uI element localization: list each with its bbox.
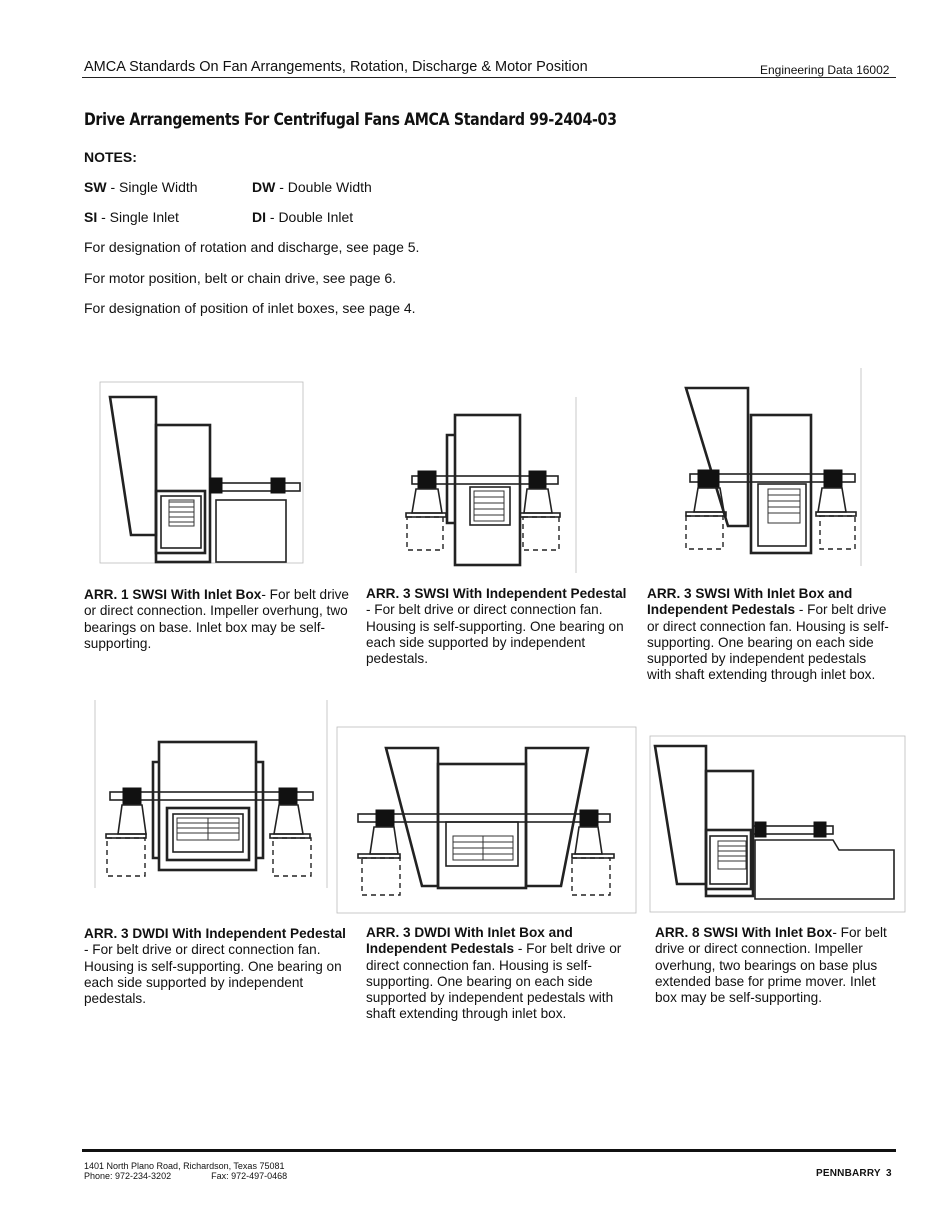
arr3-dwdi-pedestal-diagram	[93, 698, 333, 888]
arr3-swsi-inlet-box-pedestals-caption: ARR. 3 SWSI With Inlet Box and Independent Pedestals - For belt drive or direct connection fan. Housing is self-supporting. One bearing on each side supported by independent pedestals with shaft extending through inlet box.	[647, 586, 889, 683]
arr8-swsi-inlet-box-diagram	[648, 734, 908, 914]
arr3-dwdi-inlet-box-pedestals-caption: ARR. 3 DWDI With Inlet Box and Independent Pedestals - For belt drive or direct connection fan. Housing is self-supporting. One bearing on each side supported by independent pedestals with shaft extending through inlet box.	[366, 925, 622, 1022]
note-rotation: For designation of rotation and discharge, see page 5.	[84, 239, 420, 255]
note-motor-position: For motor position, belt or chain drive, see page 6.	[84, 270, 397, 286]
note-di: DI - Double Inlet	[252, 209, 354, 225]
note-sw: SW - Single Width	[84, 179, 198, 195]
header-divider	[82, 77, 896, 78]
note-si: SI - Single Inlet	[84, 209, 179, 225]
arr1-swsi-inlet-box-diagram	[98, 380, 308, 565]
notes-heading: NOTES:	[84, 149, 137, 165]
page-header-title: AMCA Standards On Fan Arrangements, Rotation, Discharge & Motor Position	[84, 59, 588, 75]
arr8-caption: ARR. 8 SWSI With Inlet Box- For belt drive or direct connection. Impeller overhung, two bearings on base plus extended base for prime mover. Inlet box may be self-supporting.	[655, 925, 887, 1006]
section-title: Drive Arrangements For Centrifugal Fans AMCA Standard 99-2404-03	[84, 110, 617, 129]
arr3-swsi-inlet-box-pedestals-diagram	[680, 366, 870, 566]
footer-divider	[82, 1149, 896, 1152]
arr3-dwdi-pedestal-caption: ARR. 3 DWDI With Independent Pedestal - For belt drive or direct connection fan. Housing is self-supporting. One bearing on each side supported by independent pedestals.	[84, 926, 346, 1007]
note-inlet-boxes: For designation of position of inlet boxes, see page 4.	[84, 300, 416, 316]
footer-address: 1401 North Plano Road, Richardson, Texas 75081 Phone: 972-234-3202 Fax: 972-497-0468	[84, 1161, 288, 1181]
note-dw: DW - Double Width	[252, 179, 372, 195]
document-reference: Engineering Data 16002	[760, 63, 890, 77]
page-number: 3	[886, 1168, 892, 1179]
arr3-swsi-pedestal-diagram	[400, 395, 580, 575]
arr3-dwdi-inlet-box-pedestals-diagram	[336, 726, 638, 916]
footer-brand: PENNBARRY	[816, 1168, 881, 1179]
arr3-swsi-pedestal-caption: ARR. 3 SWSI With Independent Pedestal - For belt drive or direct connection fan. Housing is self-supporting. One bearing on each side supported by independent pedestals.	[366, 586, 627, 667]
arr1-caption: ARR. 1 SWSI With Inlet Box- For belt drive or direct connection. Impeller overhung, two bearings on base. Inlet box may be self-supporting.	[84, 587, 349, 651]
